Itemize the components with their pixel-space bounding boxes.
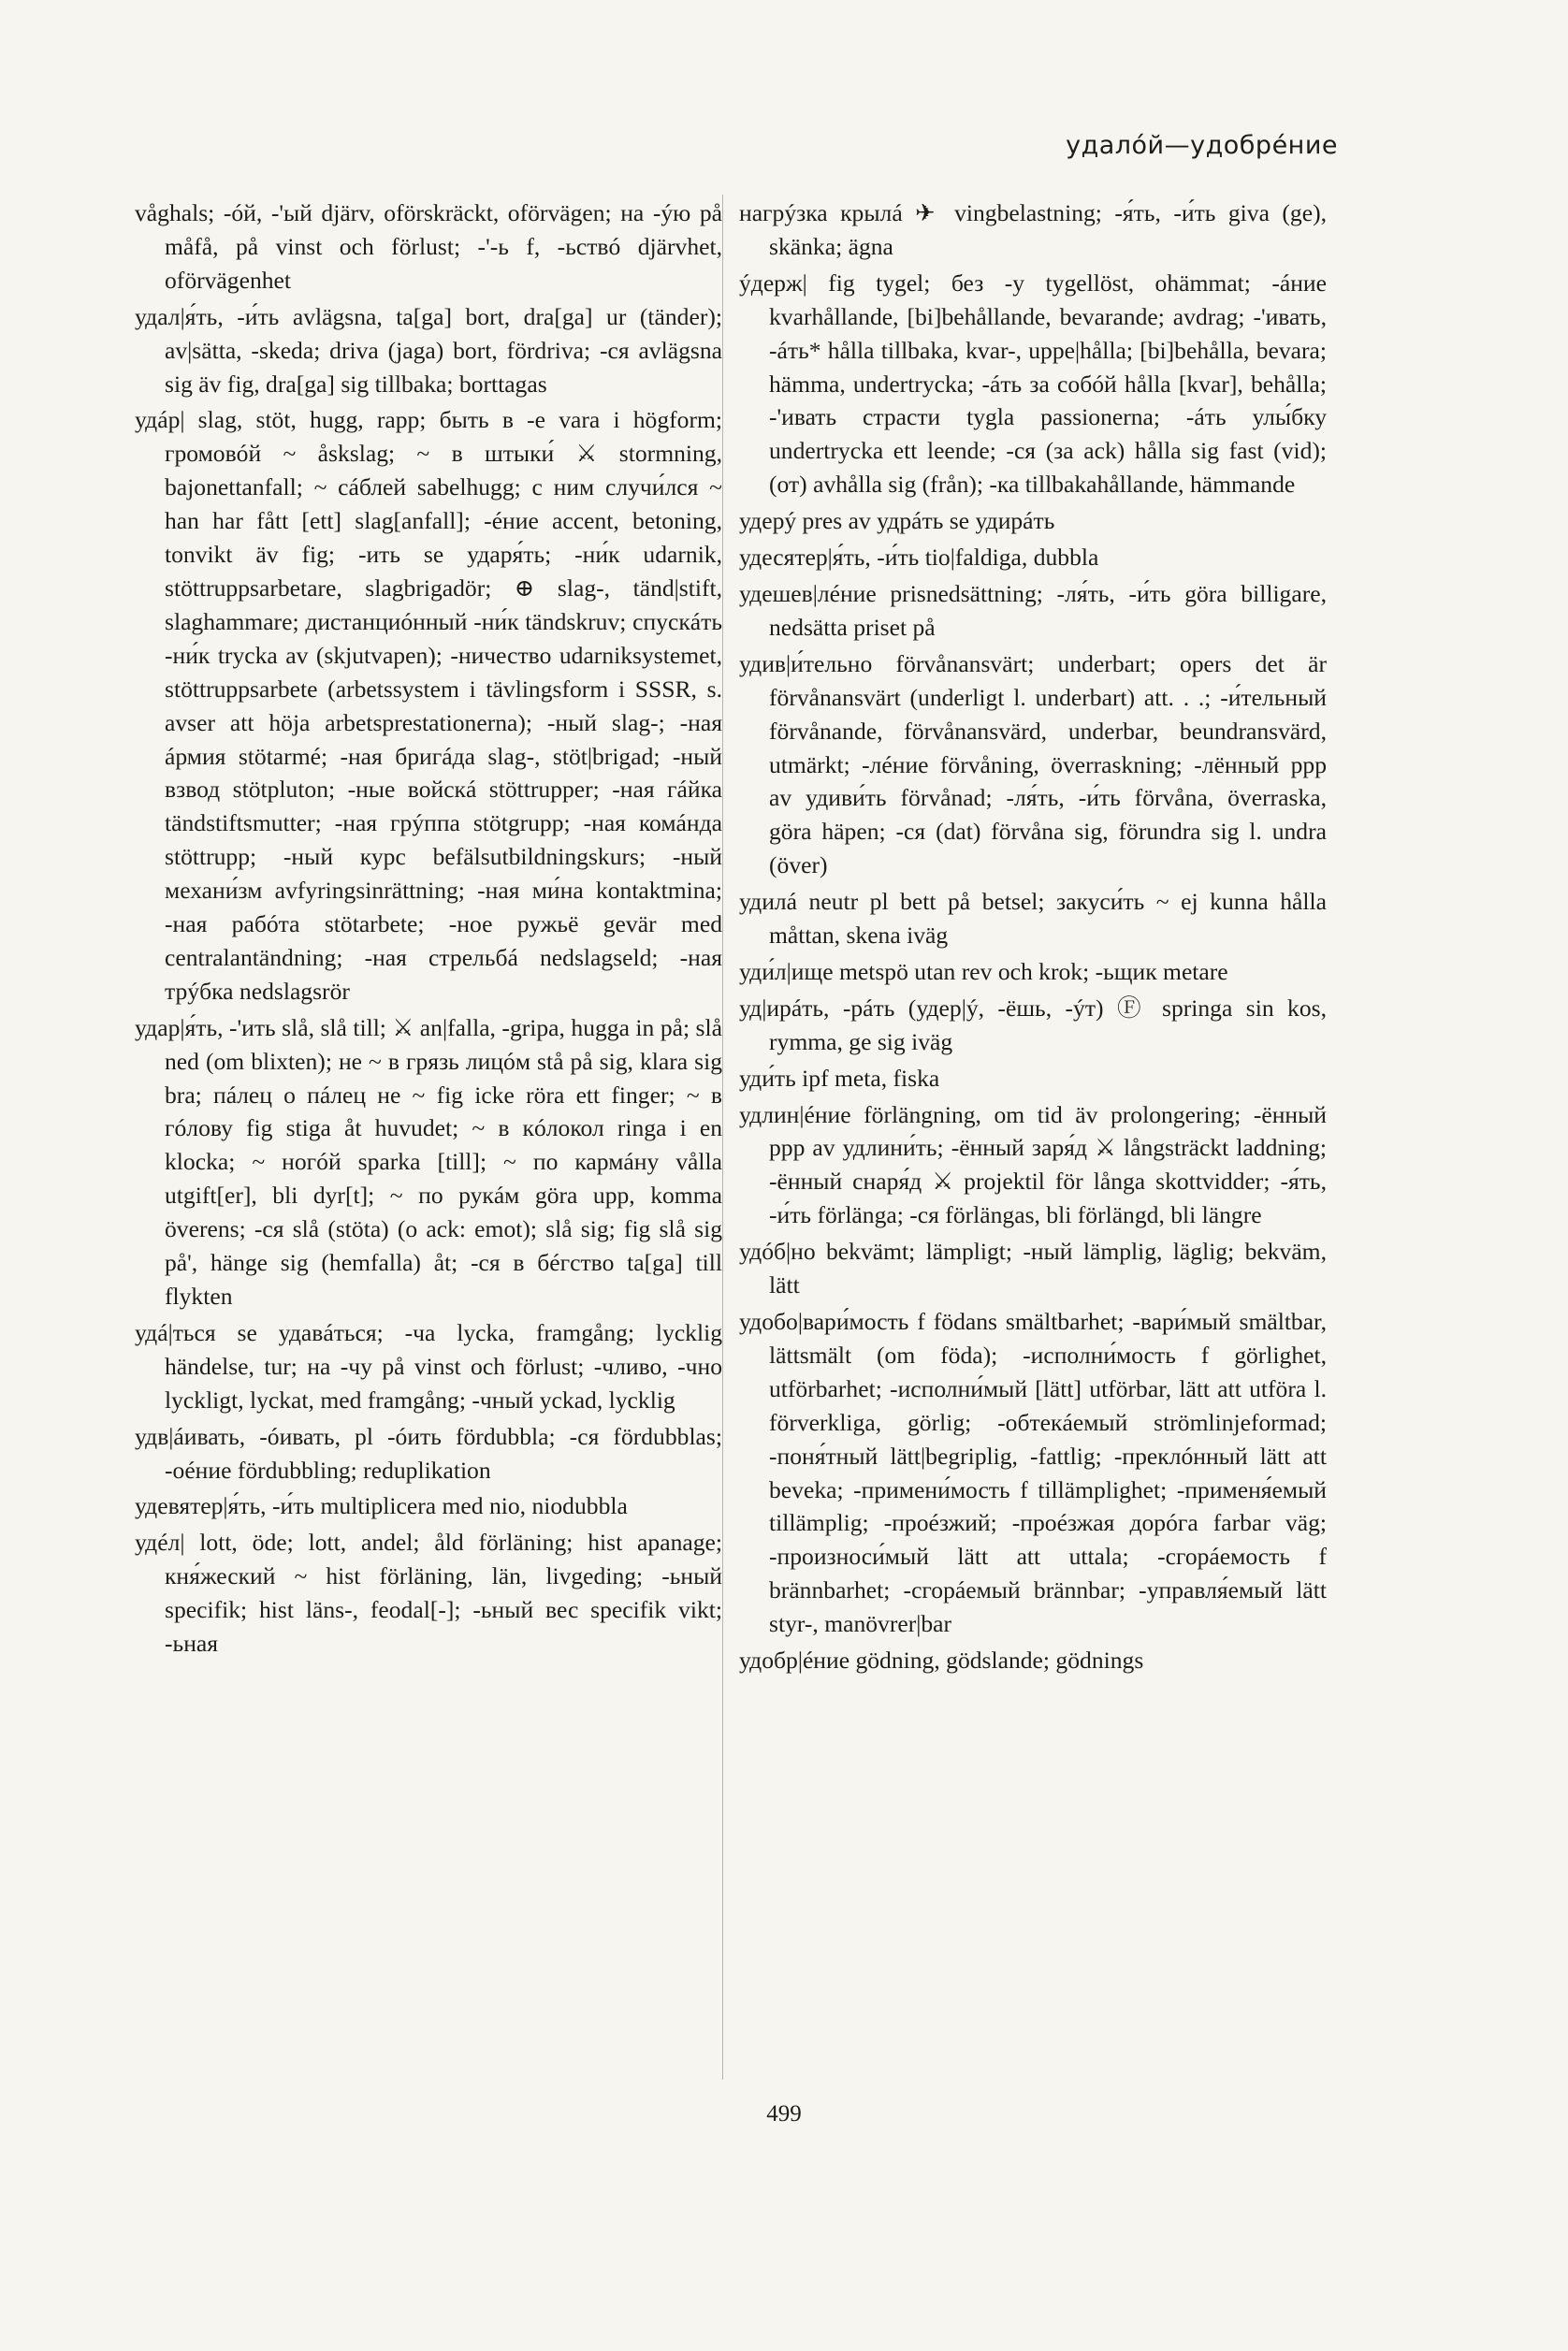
entry: удá|ться se удавáться; -ча lycka, framgång; lycklig händelse, tur; на -чу på vinst och förlust; -чливо, -чно lyckligt, lyckat, med framgång; -чный yckad, lycklig — [135, 1318, 722, 1414]
page-number: 499 — [766, 2101, 802, 2126]
entry: удóб|но bekvämt; lämpligt; -ный lämplig, läglig; bekväm, lätt — [739, 1238, 1327, 1299]
entry: удв|áивать, -óивать, pl -óить fördubbla; -ся fördubblas; -оéние fördubbling; reduplikation — [135, 1422, 722, 1484]
entry: våghals; -óй, -'ый djärv, oförskräckt, oförvägen; на -ýю på måfå, på vinst och förlust; -'-ь f, -ьствó djärvhet, oförvägenhet — [135, 199, 722, 294]
entry: удéл| lott, öde; lott, andel; åld förläning; hist apanage; кня́жеский ~ hist förläning, län, livgeding; -ьный specifik; hist läns-, feodal[-]; -ьный вес specifik vikt; -ьная — [135, 1529, 722, 1658]
right-column — [739, 196, 1327, 1680]
entry: удар|я́ть, -'ить slå, slå till; ⚔ an|falla, -gripa, hugga in på; slå ned (om blixten); не ~ в грязь лицóм stå på sig, klara sig bra; пáлец о пáлец не ~ fig icke röra ett finger; ~ в гóлову fig stiga åt huvudet; ~ в кóлокол ringa i en klocka; ~ ногóй sparka [till]; ~ по кармáну vålla utgift[er], bli dyr[t]; ~ по рукáм göra upp, komma överens; -ся slå (stöta) (о ack: emot); slå sig; fig slå sig på', hänge sig (hemfalla) åt; -ся в бéгство ta[ga] till flykten — [135, 1013, 722, 1310]
entry: уди́л|ище metspö utan rev och krok; -ьщик metare — [739, 957, 1228, 985]
entry: удилá neutr pl bett på betsel; закуси́ть ~ ej kunna hålla måttan, skena iväg — [739, 888, 1327, 950]
entry: удáр| slag, stöt, hugg, rapp; быть в -е vara i högform; громовóй ~ åskslag; ~ в штыки́ ⚔ stormning, bajonettanfall; ~ сáблей sabelhugg; с ним случи́лся ~ han har fått [ett] slag[anfall]; -éние accent, betoning, tonvikt äv fig; -ить se ударя́ть; -ни́к udarnik, stöttruppsarbetare, slagbrigadör; ⊕ slag-, tänd|stift, slaghammare; дистанциóнный -ни́к tändskruv; спускáть -ни́к trycka av (skjutvapen); -ничество udarniksystemet, stöttruppsarbete (arbetssystem i tävlingsform i SSSR, s. avser att höja arbetsprestationerna); -ный slag-; -ная áрмия stötarmé; -ная бригáда slag-, stöt|brigad; -ный взвод stötpluton; -ные войскá stöttrupper; -ная гáйка tändstiftsmutter; -ная грýппа stötgrupp; -ная комáнда stöttrupp; -ный курс befälsutbildningskurs; -ный механи́зм avfyringsinrättning; -ная ми́на kontaktmina; -ная рабóта stötarbete; -ное ружьё gevär med centralantändning; -ная стрельбá nedslagseld; -ная трýбка nedslagsrör — [135, 406, 722, 1005]
entry: удлин|éние förlängning, om tid äv prolongering; -ённый ppp av удлини́ть; -ённый заря́д ⚔ långsträckt laddning; -ённый снаря́д ⚔ projektil för långa skottvidder; -я́ть, -и́ть förlänga; -ся förlängas, bli förlängd, bli längre — [739, 1100, 1327, 1229]
entry: удобр|éние gödning, gödslande; gödnings — [739, 1647, 1144, 1675]
entry: нагрýзка крылá ✈ vingbelastning; -я́ть, -и́ть giva (ge), skänka; ägna — [739, 199, 1327, 260]
entry: удобо|вари́мость f födans smältbarhet; -вари́мый smältbar, lättsmält (om föda); -исполни́мость f görlighet, utförbarhet; -исполни́мый [lätt] utförbar, lätt att utföra l. förverkliga, görlig; -обтекáемый strömlinjeformad; -поня́тный lätt|begriplig, -fattlig; -преклóнный lätt att beveka; -примени́мость f tillämplighet; -применя́емый tillämplig; -проéзжий; -проéзжая дорóга farbar väg; -произноси́мый lätt att uttala; -сгорáемость f brännbarhet; -сгорáемый brännbar; -управля́емый lätt styr-, manövrer|bar — [739, 1308, 1327, 1638]
entry: уди́ть ipf meta, fiska — [739, 1064, 940, 1092]
column-divider — [722, 195, 723, 2080]
entry: удал|я́ть, -и́ть avlägsna, ta[ga] bort, dra[ga] ur (tänder); av|sätta, -skeda; driva (jaga) bort, fördriva; -ся avlägsna sig äv fig, dra[ga] sig tillbaka; borttagas — [135, 302, 722, 398]
entry: удешев|лéние prisnedsättning; -ля́ть, -и́ть göra billigare, nedsätta priset på — [739, 579, 1327, 641]
entry: удерý pres av удрáть se удирáть — [739, 507, 1055, 535]
entry: удевятер|я́ть, -и́ть multiplicera med nio, niodubbla — [135, 1492, 628, 1520]
entry: уд|ирáть, -рáть (удер|ý, -ёшь, -ýт) Ⓕ springa sin kos, rymma, ge sig iväg — [739, 994, 1327, 1055]
entry: ýдерж| fig tygel; без -у tygellöst, ohämmat; -áние kvarhållande, [bi]behållande, bevarande; avdrag; -'ивать, -áть* hålla tillbaka, kvar-, uppe|hålla; [bi]behålla, bevara; hämma, undertrycka; -áть за собóй hålla [kvar], behålla; -'ивать страсти tygla passionerna; -áть улы́бку undertrycka ett leende; -ся (за ack) hålla sig fast (vid); (от) avhålla sig (från); -ка tillbakahållande, hämmande — [739, 268, 1327, 499]
entry: удесятер|я́ть, -и́ть tio|faldiga, dubbla — [739, 544, 1099, 572]
left-column — [135, 196, 722, 1663]
running-head: удалóй—удобрéние — [1066, 131, 1338, 160]
entry: удив|и́тельно förvånansvärt; underbart; opers det är förvånansvärt (underligt l. underbart) att. . .; -и́тельный förvånande, förvånansvärd, underbar, beundransvärd, utmärkt; -лéние förvåning, överraskning; -лённый ppp av удиви́ть förvånad; -ля́ть, -и́ть förvåna, överraska, göra häpen; -ся (dat) förvåna sig, förundra sig l. undra (över) — [739, 649, 1327, 879]
